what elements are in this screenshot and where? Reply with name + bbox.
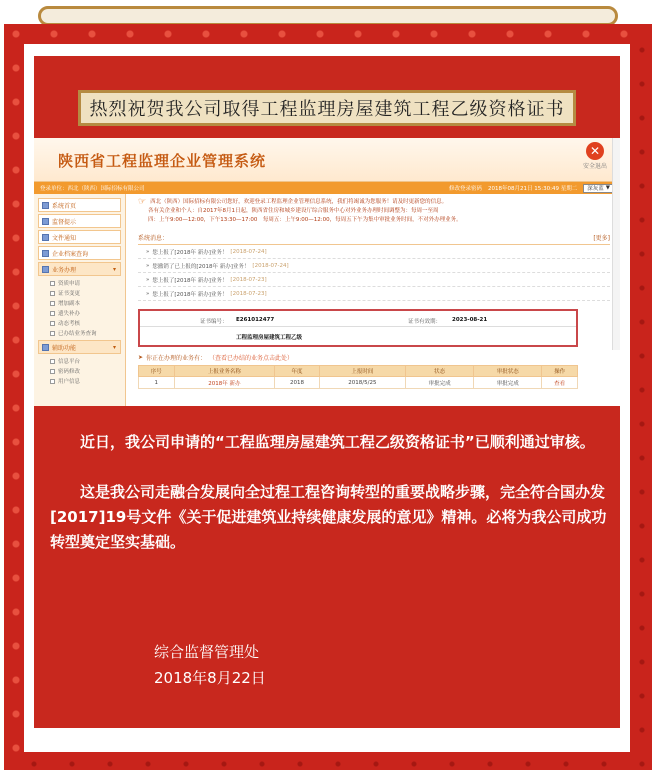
bullet-icon: » xyxy=(146,248,150,255)
column-header: 序号 xyxy=(139,366,175,377)
news-date: [2018-07-23] xyxy=(230,290,267,297)
certificate-number-label: 证书编号： xyxy=(200,319,228,325)
table-row xyxy=(139,377,578,389)
chevron-down-icon: ▾ xyxy=(112,265,116,273)
sidebar-subitem[interactable] xyxy=(34,376,125,386)
todo-hint-link[interactable]: （查看已办结的业务点击此处） xyxy=(209,355,294,362)
festive-frame xyxy=(4,24,652,770)
page-icon xyxy=(50,369,55,374)
sidebar-subitem-label: 资质申请 xyxy=(58,281,81,287)
datetime: 2018年08月21日 15:30:49 星期二 xyxy=(488,186,578,192)
system-title: 陕西省工程监理企业管理系统 xyxy=(58,152,267,170)
bullet-icon: » xyxy=(146,262,150,269)
sidebar-group-label: 辅助功能 xyxy=(52,344,77,352)
news-header xyxy=(138,233,610,245)
sidebar-item-label: 文件通知 xyxy=(52,234,77,242)
system-body xyxy=(34,194,620,406)
announcement-panel xyxy=(34,56,620,728)
sidebar-item-label: 监督提示 xyxy=(52,218,77,226)
sidebar xyxy=(34,194,126,406)
table-header-row xyxy=(139,366,578,377)
news-more-link[interactable]: [更多] xyxy=(593,235,610,242)
column-header: 年度 xyxy=(275,366,319,377)
briefcase-icon xyxy=(42,266,49,273)
sidebar-group-business[interactable] xyxy=(38,262,121,276)
page-icon xyxy=(50,331,55,336)
page-icon xyxy=(50,379,55,384)
exit-label: 安全退出 xyxy=(582,163,607,170)
sidebar-subitem-label: 已办结业务查询 xyxy=(58,331,97,337)
exit-button[interactable] xyxy=(580,142,610,170)
page-icon xyxy=(50,321,55,326)
certificate-expiry: 2023-08-21 xyxy=(452,317,488,323)
news-text: 您上报了[2018年 新办]业务！ xyxy=(152,249,228,256)
sidebar-subitem[interactable] xyxy=(34,318,125,328)
sidebar-item-home[interactable] xyxy=(38,198,121,212)
megaphone-icon: ☞ xyxy=(138,197,147,207)
arrow-icon: ➤ xyxy=(138,354,144,361)
notice-line-1: 西北（陕西）国际招标有限公司您好，欢迎登录工程监理企业管理信息系统，我们将竭诚为您服务！请及时更新您的信息。 xyxy=(150,199,448,205)
todo-header xyxy=(138,353,610,362)
chevron-down-icon: ▼ xyxy=(605,185,610,191)
news-title: 系统消息： xyxy=(138,235,169,242)
column-header: 操作 xyxy=(542,366,578,377)
close-icon: ✕ xyxy=(586,142,604,160)
alert-icon xyxy=(42,218,49,225)
system-header xyxy=(34,138,620,182)
todo-title: 你正在办理的业务有： xyxy=(146,355,207,362)
welcome-notice xyxy=(138,198,610,207)
notice-line-2: 各有关企业和个人：自2017年8月1日起，陕西省住房和城乡建设厅综合服务中心对外业务办理时间调整为：每周一至周 xyxy=(148,208,439,214)
login-unit: 登录单位：西北（陕西）国际招标有限公司 xyxy=(40,186,145,192)
sidebar-group-label: 业务办理 xyxy=(52,266,77,274)
change-password-link[interactable]: 修改登录密码 xyxy=(449,186,483,192)
scrollbar[interactable] xyxy=(612,138,620,350)
sidebar-subitem[interactable] xyxy=(34,308,125,318)
sidebar-item-archive[interactable] xyxy=(38,246,121,260)
news-date: [2018-07-24] xyxy=(230,248,267,255)
sidebar-item-supervision[interactable] xyxy=(38,214,121,228)
page-icon xyxy=(50,301,55,306)
todo-table xyxy=(138,365,578,389)
sidebar-subitem-label: 遗失补办 xyxy=(58,311,81,317)
sidebar-item-label: 企业档案查询 xyxy=(52,250,89,258)
sidebar-subitem[interactable] xyxy=(34,328,125,338)
white-border xyxy=(24,44,630,752)
page-icon xyxy=(50,311,55,316)
certificate-qualification: 工程监理房屋建筑工程乙级 xyxy=(236,335,303,341)
column-header: 上报业务名称 xyxy=(174,366,275,377)
system-screenshot xyxy=(34,138,620,406)
table-cell: 审批完成 xyxy=(406,377,474,389)
certificate-number: E261012477 xyxy=(236,317,275,323)
announcement-paragraph-2: 这是我公司走融合发展向全过程工程咨询转型的重要战略步骤，完全符合国办发[2017]19号文件《关于促进建筑业持续健康发展的意见》精神。必将为我公司成功转型奠定坚实基础。 xyxy=(50,483,607,551)
sidebar-subitem-label: 动态考核 xyxy=(58,321,81,327)
sidebar-subitem-label: 证书变更 xyxy=(58,291,81,297)
page-icon xyxy=(50,291,55,296)
sidebar-subitem[interactable] xyxy=(34,278,125,288)
column-header: 状态 xyxy=(406,366,474,377)
table-cell: 审批完成 xyxy=(474,377,542,389)
system-main xyxy=(126,194,620,406)
news-date: [2018-07-23] xyxy=(230,276,267,283)
sidebar-subitem[interactable] xyxy=(34,366,125,376)
view-link[interactable]: 查看 xyxy=(542,377,578,389)
signer: 综合监督管理处 xyxy=(154,643,260,661)
sidebar-group-assist[interactable] xyxy=(38,340,121,354)
sidebar-subitem-label: 密码修改 xyxy=(58,369,81,375)
news-date: [2018-07-24] xyxy=(252,262,289,269)
news-item[interactable] xyxy=(138,259,610,273)
news-text: 您上报了[2018年 新办]业务！ xyxy=(152,291,228,298)
home-icon xyxy=(42,202,49,209)
folder-icon xyxy=(42,250,49,257)
page-icon xyxy=(50,359,55,364)
tools-icon xyxy=(42,344,49,351)
announcement-paragraph-1: 近日，我公司申请的“工程监理房屋建筑工程乙级资格证书”已顺利通过审核。 xyxy=(80,433,595,451)
news-item[interactable] xyxy=(138,273,610,287)
news-text: 您上报了[2018年 新办]业务！ xyxy=(152,277,228,284)
sidebar-subitem[interactable] xyxy=(34,298,125,308)
business-name-link[interactable]: 2018年 新办 xyxy=(174,377,275,389)
bullet-icon: » xyxy=(146,276,150,283)
document-icon xyxy=(42,234,49,241)
table-cell: 2018/5/25 xyxy=(319,377,405,389)
theme-select-value: 深灰蓝 xyxy=(587,186,604,192)
chevron-down-icon: ▾ xyxy=(112,343,116,351)
page-icon xyxy=(50,281,55,286)
column-header: 上报时间 xyxy=(319,366,405,377)
system-topbar xyxy=(34,182,620,194)
sidebar-subitem-label: 用户信息 xyxy=(58,379,81,385)
sidebar-item-label: 系统首页 xyxy=(52,202,77,210)
theme-select[interactable] xyxy=(583,184,614,193)
certificate-expiry-label: 证书有效期： xyxy=(408,319,442,325)
sidebar-subitem-label: 信息平台 xyxy=(58,359,81,365)
sidebar-item-notices[interactable] xyxy=(38,230,121,244)
table-cell: 1 xyxy=(139,377,175,389)
sidebar-subitem-label: 增加副本 xyxy=(58,301,81,307)
sidebar-subitem[interactable] xyxy=(34,356,125,366)
notice-line-3: 四：上午9:00—12:00，下午13:30—17:00 每周五：上午9:00—12:00，每周五下午为集中审批业务时间，不对外办理业务。 xyxy=(148,217,462,223)
news-text: 您撤销了已上报的[2018年 新办]业务！ xyxy=(152,263,250,270)
certificate-box xyxy=(138,309,578,347)
table-cell: 2018 xyxy=(275,377,319,389)
scroll-decoration-top xyxy=(38,6,618,26)
column-header: 审批状态 xyxy=(474,366,542,377)
sign-date: 2018年8月22日 xyxy=(154,669,266,687)
announcement-title: 热烈祝贺我公司取得工程监理房屋建筑工程乙级资格证书 xyxy=(78,90,576,126)
bullet-icon: » xyxy=(146,290,150,297)
sidebar-subitem[interactable] xyxy=(34,288,125,298)
news-item[interactable] xyxy=(138,287,610,301)
news-item[interactable] xyxy=(138,245,610,259)
